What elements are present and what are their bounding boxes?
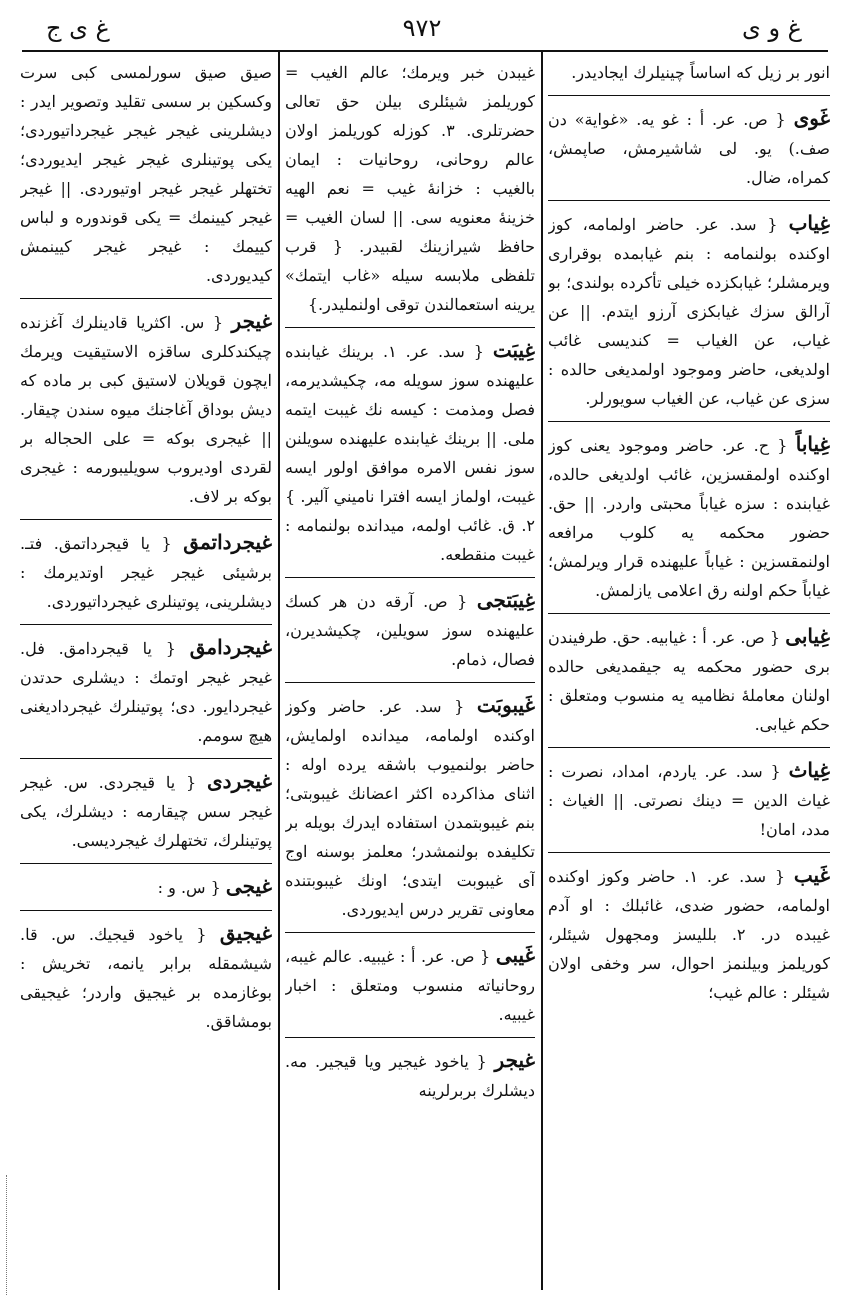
- headword: غيجى: [225, 874, 272, 898]
- entry-text: صيق صيق سورلمسى كبى سرت وكسكين بر سسى تقليد وتصوير ايدر : ديشلرينى غيجر غيجر غيجرداتيوردى؛ يكى پوتينلرى غيجر غيجر ايديوردى؛ تختهلر غيجر غيجر اوتيوردى. || غيجر غيجر كيينمك = يكى قوندوره و لباس كييمك : غيجر غيجر كيينمش كيديوردى.: [20, 63, 272, 285]
- entry-text: { ح. عر. حاضر وموجود يعنى كوز اوكنده اولمقسزين، غائب اولديغى حالده، غيابنده : سزه غياباً محبتى واردر. || حق. حضور محكمه يه كلوب مرافعه اولنمقسزين : غياباً عليهنده قرار ويرلمش؛ غياباً حكم اولنه رق اعلامى يازلمش.: [548, 436, 830, 600]
- entry: [548, 756, 830, 844]
- entry: [548, 104, 830, 192]
- entry-separator: [20, 519, 272, 520]
- entry-text: { يا قيجرداتمق. فتـ. برشيئى غيجر غيجر اوتديرمك : ديشلرينى، پوتينلرى غيجرداتيوردى.: [20, 534, 272, 611]
- page-header: [22, 8, 828, 48]
- entry-text: انور بر زيل كه اساساً چينيلرك ايجاديدر.: [571, 63, 830, 82]
- entry-text: { يا قيجردى. س. غيجر غيجر سس چيقارمه : ديشلرك، يكى پوتينلرك، تختهلرك غيجرديسى.: [20, 773, 272, 850]
- entry: [548, 861, 830, 1007]
- entry-text: { ص. عر. أ : غيابيه. حق. طرفيندن برى حضور محكمه يه جيقمديغى حالده اولنان معاملهٔ نظاميه يه منسوب ومتعلق : حكم غيابى.: [548, 628, 830, 734]
- entry-text: { س. و :: [157, 878, 221, 897]
- entry-separator: [20, 910, 272, 911]
- entry-text: { ص. آرقه دن هر كسك عليهنده سوز سويلين، چكيشديرن، فصال، ذمام.: [285, 592, 535, 669]
- entry-separator: [548, 852, 830, 853]
- headword: غَيبوبَت: [476, 693, 535, 717]
- entry: [548, 430, 830, 605]
- headword: غِيبَتجى: [476, 588, 535, 612]
- headword: غيجرداتمق: [183, 530, 272, 554]
- entry-separator: [20, 758, 272, 759]
- entry-text: { يا قيجردامق. فل. غيجر غيجر اوتمك : ديشلرى حدتدن غيجردايور. دى؛ پوتينلرك غيجرداديغنى هيچ سومم.: [20, 639, 272, 745]
- entry-text: { س. اكثريا قادينلرك آغزنده چيكندكلرى ساقزه الاستيقيت ويرمك ايچون قويلان لاستيق كبى بر ماده كه ديش بوداق آغاجنك ميوه سندن چيقار. || غيجرى بوكه = على الحجاله بر لقردى اوديروب سويليبورمه : غيجرى بوكه بر لاف.: [20, 313, 272, 506]
- entry-separator: [548, 421, 830, 422]
- entry-separator: [285, 327, 535, 328]
- entry: [20, 633, 272, 750]
- entry-separator: [548, 613, 830, 614]
- entry: [548, 58, 830, 87]
- headword: غِياباً: [795, 432, 830, 456]
- column-divider-left: [278, 52, 280, 1290]
- entry-separator: [548, 747, 830, 748]
- entry-text: { ص. عر. أ : غيبيه. عالم غيبه، روحانياته منسوب ومتعلق : اخبار غيبيه.: [285, 947, 535, 1024]
- column-middle: [285, 58, 535, 1283]
- entry-separator: [548, 200, 830, 201]
- entry: [548, 209, 830, 413]
- entry-text: غيبدن خبر ويرمك؛ عالم الغيب = كوريلمز شيئلرى بيلن حق تعالى حضرتلرى. ٣. كوزله كوريلمز اولان عالم روحانى، روحانيات : ايمان بالغيب : خزانهٔ غيب = نعم الهيه خزينهٔ معنويه سى. || لسان الغيب = حافظ شيرازينك لقبيدر. { قرب تلفظى ملابسه سيله «غاب ايتمك» يرينه استعمالندن توقى اولنمليدر.}: [285, 63, 535, 314]
- entry-text: { ياخود قيجيك. س. قا. شيشمقله برابر يانمه، تخريش : بوغازمده بر غيجيق واردر؛ غيجيقى بومشاقق.: [20, 925, 272, 1031]
- column-divider-right: [541, 52, 543, 1290]
- entry-text: { سد. عر. ١. حاضر وكوز اوكنده اولمامه، حضور ضدى، غائبلك : او آدم غيبده در. ٢. بلليسز ومجهول شيئلر، كوريلمز وبيلنمز احوال، سر وخفى اولان شيئلر : عالم غيب؛: [548, 867, 830, 1002]
- entry: [20, 307, 272, 511]
- headword: غَوى: [793, 106, 830, 130]
- headword: غيجيق: [219, 921, 272, 945]
- entry-text: { ياخود غيجير ويا قيجير. مه. ديشلرك بربرلرينه: [285, 1052, 535, 1100]
- entry-text: { سد. عر. حاضر اولمامه، كوز اوكنده بولنمامه : بنم غيابمده بوقرارى ويرمشلر؛ غيابكزده خيلى تأكرده بولندى؛ بو آرالق سزك غيابكزى آرزو ايتدم. || عن غياب، عن الغياب = كنديسى غائب اولديغى، حاضر وموجود اولمديغى حالده : سزى عن غياب، عن الغياب سويورلر.: [548, 215, 830, 408]
- entry: [285, 336, 535, 569]
- headword: غيجردامق: [189, 635, 272, 659]
- headword: غِيبَت: [492, 338, 535, 362]
- headword: غيجردى: [207, 769, 272, 793]
- entry-text: { سد. عر. ١. برينك غيابنده عليهنده سوز سويله مه، چكيشديرمه، فصل ومذمت : كيسه نك غيبت ايتمه ملى. || برينك غيابنده عليهنده سويلنن سوز نفس الامره موافق اولور ايسه غيبت، اولماز ايسه افترا ناميني آلير. } ٢. ق. غائب اولمه، ميدانده بولنمامه : غيبت منقطعه.: [285, 342, 535, 564]
- entry-separator: [20, 298, 272, 299]
- headword: غيجر: [231, 309, 272, 333]
- headword: غيجر: [494, 1048, 535, 1072]
- entry: [20, 872, 272, 902]
- entry-text: { ص. عر. أ : غو يه. «غواية» دن صف.) يو. لى شاشيرمش، صاپمش، كمراه، ضال.: [548, 110, 830, 187]
- entry-separator: [285, 1037, 535, 1038]
- entry: [285, 586, 535, 674]
- entry-separator: [548, 95, 830, 96]
- entry-separator: [285, 932, 535, 933]
- entry: [548, 622, 830, 739]
- page-number: ٩٧٢: [402, 14, 442, 42]
- entry: [20, 528, 272, 616]
- entry: [285, 58, 535, 319]
- entry: [20, 58, 272, 290]
- entry-text: { سد. عر. حاضر وكوز اوكنده اولمامه، ميدانده اولمايش، حاضر بولنميوب باشقه يرده اوله : اثناى مذاكرده اكثر اعضانك غيبوبتى؛ بنم غيبوبتمدن استفاده ايدرك بويله بر تكليفده بولنمشدر؛ معلمز بوسنه اوج آى غيبوبت ايتدى؛ اونك غيبوبتنده معاونى تقرير درس ايديوردى.: [285, 697, 535, 919]
- entry: [20, 919, 272, 1036]
- headword: غِياث: [788, 758, 830, 782]
- entry: [285, 941, 535, 1029]
- entry-separator: [285, 682, 535, 683]
- entry: [285, 691, 535, 924]
- entry-text: { سد. عر. ياردم، امداد، نصرت : غياث الدين = دينك نصرتى. || الغياث : مدد، امان!: [548, 762, 830, 839]
- margin-mark: [6, 1175, 7, 1295]
- headword: غَيبى: [495, 943, 535, 967]
- entry-separator: [20, 624, 272, 625]
- column-right: [548, 58, 830, 1283]
- entry-separator: [20, 863, 272, 864]
- headword: غِيابى: [785, 624, 830, 648]
- entry: [20, 767, 272, 855]
- entry: [285, 1046, 535, 1105]
- header-catchword-left: غ ى ج: [46, 14, 110, 42]
- entry-separator: [285, 577, 535, 578]
- headword: غَيب: [793, 863, 830, 887]
- column-left: [20, 58, 272, 1283]
- header-catchword-right: غ و ى: [742, 14, 802, 42]
- header-rule: [22, 50, 828, 52]
- headword: غِياب: [788, 211, 830, 235]
